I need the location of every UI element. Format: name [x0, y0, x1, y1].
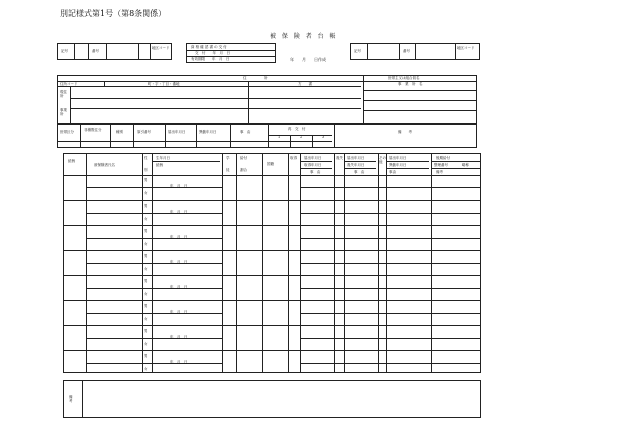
birth-date-placeholder: 年 月 日	[170, 285, 188, 289]
col-aftercare-num: 整理番号	[434, 163, 448, 167]
col-sex-bottom: 別	[144, 168, 148, 172]
table-row	[64, 275, 480, 300]
col-acq-report: 届出年月日	[304, 156, 322, 160]
top-right-box	[350, 43, 480, 60]
col-school: 学	[226, 156, 230, 160]
col-other-report: 届出年月日	[389, 156, 407, 160]
col-other-date: 異動年月日	[389, 163, 407, 167]
office-name-label: 事 業 所 名	[398, 82, 423, 86]
birth-date-placeholder: 年 月 日	[170, 335, 188, 339]
sex-female: 女	[144, 217, 148, 221]
reissue-1: 1	[278, 135, 281, 139]
col-loss-date: 喪失年月日	[347, 163, 365, 167]
number-label: 番号	[92, 49, 99, 53]
loss-date-label: 異動年月日	[199, 130, 217, 134]
type-label: 種別	[116, 130, 123, 134]
col-birth-sub: 続柄	[156, 163, 163, 167]
sex-female: 女	[144, 317, 148, 321]
form-number: 別記様式第1号（第8条関係）	[60, 9, 167, 18]
town-label: 町・字・丁目・番地	[148, 82, 180, 86]
address-section	[57, 75, 477, 124]
document-title: 被 保 険 者 台 帳	[270, 33, 338, 40]
status-row	[57, 124, 477, 148]
sex-male: 男	[144, 329, 148, 333]
birth-date-placeholder: 年 月 日	[170, 210, 188, 214]
table-row	[64, 250, 480, 275]
sex-female: 女	[144, 191, 148, 195]
sex-female: 女	[144, 242, 148, 246]
col-grant: 給付	[240, 156, 247, 160]
expiry-date: 有効期限 年 月 日	[191, 57, 230, 61]
sex-male: 男	[144, 304, 148, 308]
col-acq-date: 取得年月日	[304, 163, 322, 167]
sex-male: 男	[144, 204, 148, 208]
col-relationship: 続柄	[68, 159, 75, 163]
household-class-label: 世帯区分	[60, 130, 74, 134]
table-row	[64, 325, 480, 350]
sex-female: 女	[144, 292, 148, 296]
creation-date: 年 月 日作成	[290, 57, 326, 62]
table-row	[64, 200, 480, 225]
col-school2: 徒	[226, 168, 230, 172]
address-code-label: 住所コード	[60, 82, 78, 86]
col-acq: 取得	[290, 156, 297, 160]
col-aftercare: 後期給付	[436, 156, 450, 160]
col-name: 被保険者氏名	[94, 163, 115, 167]
birth-date-placeholder: 年 月 日	[170, 260, 188, 264]
issue-date: 交 付 年 月 日	[195, 51, 230, 55]
col-aftercare-code: 略称	[462, 163, 469, 167]
col-loss: 喪失	[336, 156, 343, 160]
birth-date-placeholder: 年 月 日	[170, 310, 188, 314]
col-loss-report: 届出年月日	[347, 156, 365, 160]
current-address-label: 現住所	[60, 90, 67, 98]
household-header: 世帯主又は組合員名	[388, 76, 420, 80]
footer-remarks-box	[63, 380, 481, 418]
top-left-box	[57, 43, 172, 60]
table-row	[64, 300, 480, 325]
col-other: その他	[379, 156, 386, 164]
transfer-number-label: 原引番号	[137, 130, 151, 134]
number-label-right: 番号	[403, 49, 410, 53]
address-header: 住 所	[243, 76, 268, 80]
col-birth: 生年月日	[156, 156, 170, 160]
col-loss-reason: 事 由	[354, 170, 365, 174]
birth-date-placeholder: 年 月 日	[170, 184, 188, 188]
report-date-label: 届出年月日	[168, 130, 186, 134]
col-acq-reason: 事 由	[310, 170, 321, 174]
symbol-label-right: 記号	[354, 49, 361, 53]
school-age-label: 非積既往分	[84, 128, 102, 132]
reissue-label: 再 交 付	[288, 127, 306, 131]
reason-label: 事 由	[240, 130, 251, 134]
qualification-box	[186, 43, 276, 63]
birth-date-placeholder: 年 月 日	[170, 360, 188, 364]
member-table	[63, 153, 481, 373]
col-other-reason: 事由	[389, 170, 396, 174]
birth-date-placeholder: 年 月 日	[170, 235, 188, 239]
table-row	[64, 350, 480, 375]
col-country: 国籍	[267, 162, 274, 166]
sex-male: 男	[144, 354, 148, 358]
reissue-2: 2	[300, 135, 303, 139]
sex-female: 女	[144, 267, 148, 271]
col-grant2: 割合	[240, 168, 247, 172]
sex-male: 男	[144, 279, 148, 283]
col-aftercare-remark: 備考	[436, 170, 443, 174]
area-code-label: 地区コード	[152, 46, 170, 50]
reissue-3: 3	[322, 135, 325, 139]
sex-male: 男	[144, 229, 148, 233]
table-row	[64, 225, 480, 250]
col-sex-top: 性	[144, 156, 148, 160]
area-code-label-right: 地区コード	[457, 46, 475, 50]
sex-male: 男	[144, 178, 148, 182]
sex-male: 男	[144, 254, 148, 258]
direction-label: 方 書	[298, 82, 312, 86]
footer-remarks-label: 備考	[69, 395, 73, 403]
table-row	[64, 175, 480, 200]
office-address-label: 事業所	[60, 108, 67, 116]
qualification-title: 資 格 確 認 書 の 交 付	[191, 45, 227, 49]
sex-female: 女	[144, 367, 148, 371]
remarks-label: 備 考	[398, 130, 412, 134]
symbol-label: 記号	[61, 49, 68, 53]
sex-female: 女	[144, 342, 148, 346]
